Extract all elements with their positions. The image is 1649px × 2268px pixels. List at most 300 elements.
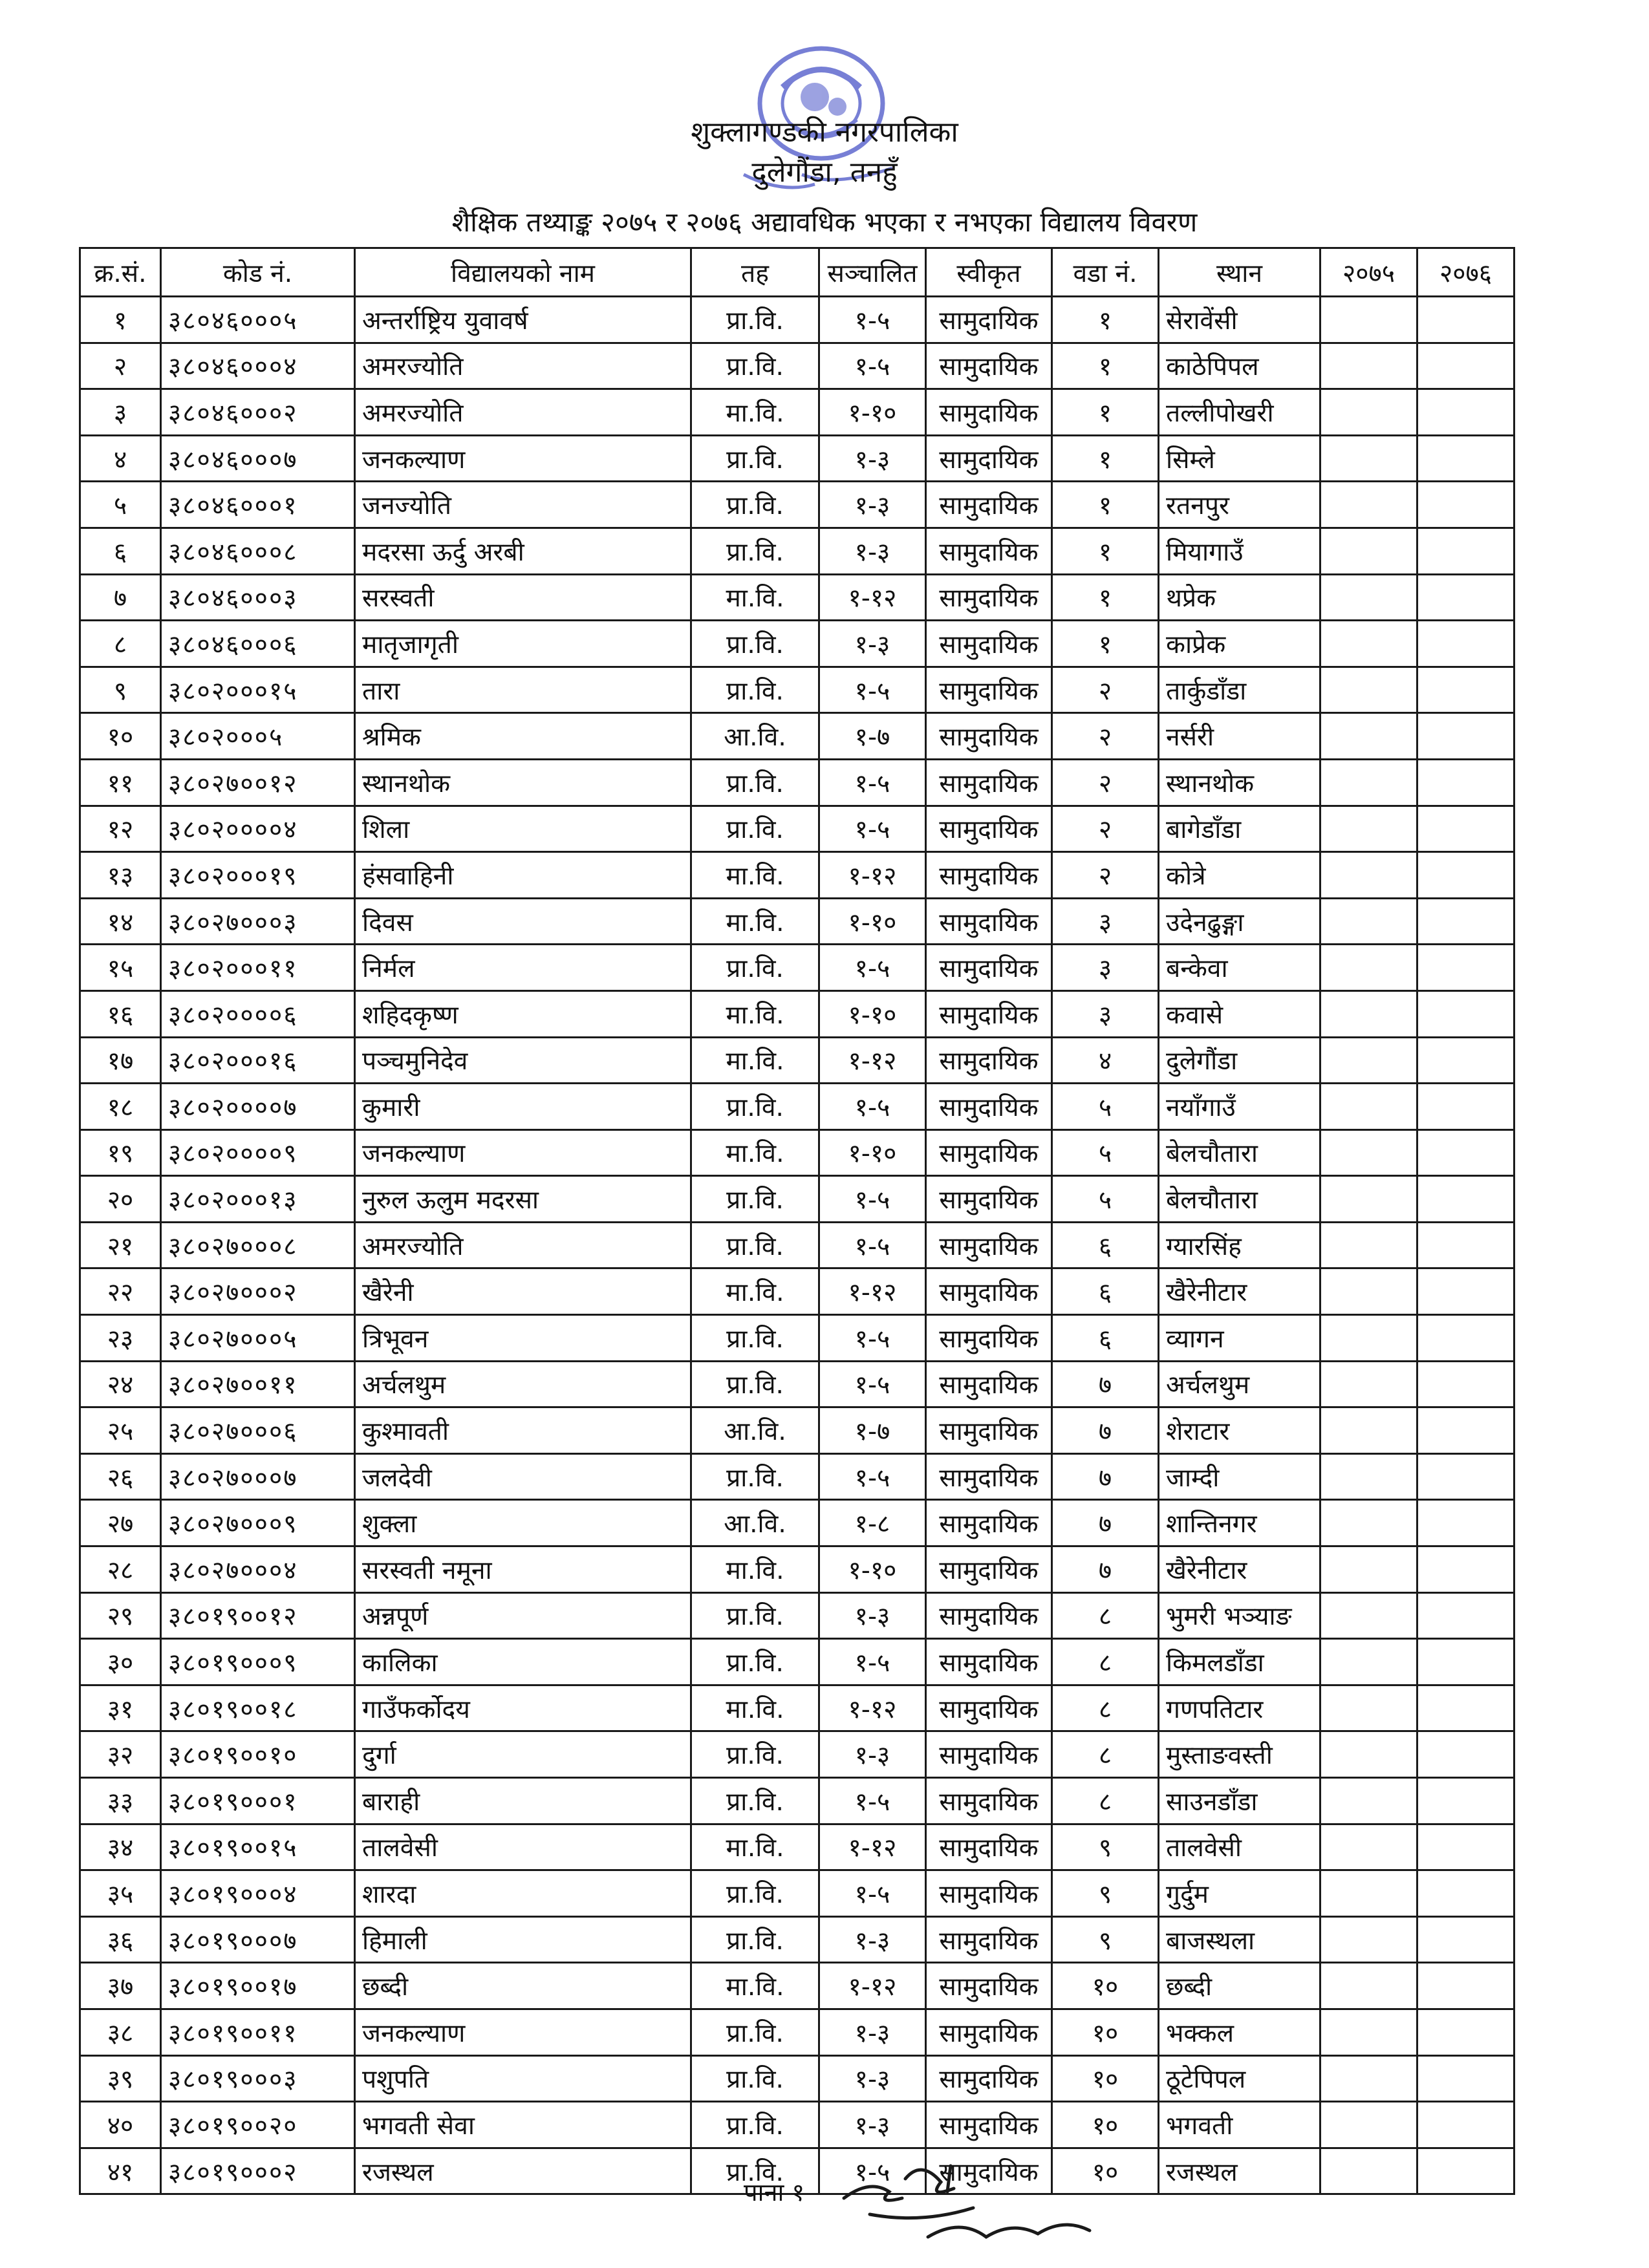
cell-y2076	[1417, 2009, 1514, 2055]
cell-y2076	[1417, 1315, 1514, 1362]
cell-y2075	[1320, 1592, 1417, 1639]
cell-name: कालिका	[355, 1639, 691, 1685]
cell-level: प्रा.वि.	[691, 667, 819, 713]
cell-type: सामुदायिक	[926, 1592, 1052, 1639]
cell-name: छब्दी	[355, 1963, 691, 2009]
cell-name: दुर्गा	[355, 1731, 691, 1778]
cell-y2075	[1320, 621, 1417, 667]
cell-y2075	[1320, 2009, 1417, 2055]
cell-sn: २७	[80, 1500, 161, 1546]
cell-y2075	[1320, 1870, 1417, 1917]
cell-ward: ७	[1052, 1453, 1159, 1500]
cell-ward: ७	[1052, 1407, 1159, 1454]
column-header-y2076: २०७६	[1417, 248, 1514, 297]
cell-level: मा.वि.	[691, 1129, 819, 1176]
cell-name: अमरज्योति	[355, 1222, 691, 1268]
cell-sn: ७	[80, 574, 161, 621]
cell-y2075	[1320, 806, 1417, 852]
table-row	[80, 1037, 1514, 1084]
cell-name: गाउँफर्कोदय	[355, 1685, 691, 1731]
cell-y2075	[1320, 1361, 1417, 1407]
cell-grades: १-५	[819, 1315, 926, 1362]
cell-place: बेलचौतारा	[1159, 1129, 1320, 1176]
cell-y2075	[1320, 1778, 1417, 1824]
cell-place: जाम्दी	[1159, 1453, 1320, 1500]
cell-name: पञ्चमुनिदेव	[355, 1037, 691, 1084]
cell-ward: ६	[1052, 1268, 1159, 1315]
cell-ward: ३	[1052, 898, 1159, 945]
cell-level: प्रा.वि.	[691, 1453, 819, 1500]
cell-code: ३८०२७००१२	[161, 759, 355, 806]
cell-level: प्रा.वि.	[691, 2102, 819, 2148]
cell-y2075	[1320, 1268, 1417, 1315]
cell-y2076	[1417, 806, 1514, 852]
cell-ward: ६	[1052, 1222, 1159, 1268]
table-row	[80, 389, 1514, 436]
cell-y2076	[1417, 1546, 1514, 1593]
cell-place: ग्यारसिंह	[1159, 1222, 1320, 1268]
cell-type: सामुदायिक	[926, 990, 1052, 1037]
cell-grades: १-१२	[819, 574, 926, 621]
cell-code: ३८०४६०००७	[161, 435, 355, 482]
cell-sn: २८	[80, 1546, 161, 1593]
cell-place: भुमरी भञ्याङ	[1159, 1592, 1320, 1639]
cell-place: शान्तिनगर	[1159, 1500, 1320, 1546]
cell-place: दुलेगौंडा	[1159, 1037, 1320, 1084]
cell-name: शुक्ला	[355, 1500, 691, 1546]
cell-code: ३८०४६०००२	[161, 389, 355, 436]
table-row	[80, 343, 1514, 389]
cell-type: सामुदायिक	[926, 621, 1052, 667]
cell-code: ३८०१९०००३	[161, 2055, 355, 2102]
cell-level: प्रा.वि.	[691, 2009, 819, 2055]
cell-type: सामुदायिक	[926, 1685, 1052, 1731]
cell-grades: १-५	[819, 1778, 926, 1824]
table-row	[80, 1500, 1514, 1546]
cell-grades: १-३	[819, 1916, 926, 1963]
cell-code: ३८०४६०००५	[161, 297, 355, 343]
cell-ward: ४	[1052, 1037, 1159, 1084]
cell-name: पशुपति	[355, 2055, 691, 2102]
cell-y2075	[1320, 1824, 1417, 1870]
table-row	[80, 2102, 1514, 2148]
cell-level: प्रा.वि.	[691, 1315, 819, 1362]
column-header-ward: वडा नं.	[1052, 248, 1159, 297]
cell-level: आ.वि.	[691, 713, 819, 760]
cell-name: अमरज्योति	[355, 343, 691, 389]
cell-type: सामुदायिक	[926, 713, 1052, 760]
cell-type: सामुदायिक	[926, 667, 1052, 713]
cell-y2076	[1417, 1084, 1514, 1130]
cell-y2075	[1320, 945, 1417, 991]
cell-type: सामुदायिक	[926, 1963, 1052, 2009]
cell-place: गुर्दुम	[1159, 1870, 1320, 1917]
cell-y2075	[1320, 1963, 1417, 2009]
cell-ward: १	[1052, 574, 1159, 621]
cell-grades: १-३	[819, 2009, 926, 2055]
cell-ward: १	[1052, 435, 1159, 482]
cell-ward: ७	[1052, 1546, 1159, 1593]
cell-level: प्रा.वि.	[691, 806, 819, 852]
cell-ward: ८	[1052, 1778, 1159, 1824]
cell-level: प्रा.वि.	[691, 1778, 819, 1824]
cell-code: ३८०२००००७	[161, 1084, 355, 1130]
table-row	[80, 1546, 1514, 1593]
cell-level: प्रा.वि.	[691, 1870, 819, 1917]
cell-level: मा.वि.	[691, 990, 819, 1037]
cell-type: सामुदायिक	[926, 806, 1052, 852]
cell-y2075	[1320, 343, 1417, 389]
cell-grades: १-१०	[819, 990, 926, 1037]
cell-type: सामुदायिक	[926, 343, 1052, 389]
cell-place: खैरेनीटार	[1159, 1268, 1320, 1315]
cell-level: प्रा.वि.	[691, 621, 819, 667]
cell-code: ३८०४६०००३	[161, 574, 355, 621]
cell-type: सामुदायिक	[926, 1037, 1052, 1084]
cell-place: किमलडाँडा	[1159, 1639, 1320, 1685]
cell-type: सामुदायिक	[926, 1315, 1052, 1362]
cell-sn: ६	[80, 528, 161, 574]
cell-name: मदरसा ऊर्दु अरबी	[355, 528, 691, 574]
cell-y2076	[1417, 574, 1514, 621]
cell-grades: १-३	[819, 1592, 926, 1639]
cell-type: सामुदायिक	[926, 1824, 1052, 1870]
cell-level: मा.वि.	[691, 1037, 819, 1084]
cell-code: ३८०२००००९	[161, 1129, 355, 1176]
cell-ward: १०	[1052, 2102, 1159, 2148]
cell-y2076	[1417, 2148, 1514, 2194]
cell-name: निर्मल	[355, 945, 691, 991]
cell-name: हंसवाहिनी	[355, 852, 691, 899]
cell-sn: १४	[80, 898, 161, 945]
table-row	[80, 482, 1514, 528]
cell-name: जलदेवी	[355, 1453, 691, 1500]
cell-code: ३८०२७०००५	[161, 1315, 355, 1362]
table-row	[80, 1222, 1514, 1268]
cell-ward: ५	[1052, 1084, 1159, 1130]
cell-code: ३८०२०००१९	[161, 852, 355, 899]
cell-ward: १	[1052, 528, 1159, 574]
cell-grades: १-७	[819, 713, 926, 760]
column-header-name: विद्यालयको नाम	[355, 248, 691, 297]
school-table	[79, 247, 1515, 2195]
cell-type: सामुदायिक	[926, 1176, 1052, 1223]
cell-grades: १-७	[819, 1407, 926, 1454]
cell-name: हिमाली	[355, 1916, 691, 1963]
cell-name: खैरेनी	[355, 1268, 691, 1315]
table-row	[80, 1084, 1514, 1130]
cell-type: सामुदायिक	[926, 297, 1052, 343]
cell-place: रजस्थल	[1159, 2148, 1320, 2194]
cell-y2076	[1417, 2102, 1514, 2148]
cell-level: प्रा.वि.	[691, 1916, 819, 1963]
table-row	[80, 945, 1514, 991]
table-row	[80, 1129, 1514, 1176]
cell-sn: १६	[80, 990, 161, 1037]
cell-y2075	[1320, 1453, 1417, 1500]
cell-grades: १-१०	[819, 1546, 926, 1593]
cell-level: प्रा.वि.	[691, 297, 819, 343]
cell-ward: ५	[1052, 1176, 1159, 1223]
cell-sn: १८	[80, 1084, 161, 1130]
cell-name: सरस्वती नमूना	[355, 1546, 691, 1593]
cell-place: उदेनढुङ्गा	[1159, 898, 1320, 945]
cell-code: ३८०२०००१६	[161, 1037, 355, 1084]
cell-grades: १-५	[819, 343, 926, 389]
table-row	[80, 1407, 1514, 1454]
cell-y2075	[1320, 1129, 1417, 1176]
cell-sn: ३१	[80, 1685, 161, 1731]
cell-name: अमरज्योति	[355, 389, 691, 436]
column-header-place: स्थान	[1159, 248, 1320, 297]
cell-type: सामुदायिक	[926, 389, 1052, 436]
cell-sn: ३५	[80, 1870, 161, 1917]
cell-grades: १-५	[819, 667, 926, 713]
cell-code: ३८०२०००५	[161, 713, 355, 760]
cell-ward: २	[1052, 806, 1159, 852]
table-row	[80, 1778, 1514, 1824]
cell-grades: १-८	[819, 1500, 926, 1546]
cell-place: बागेडाँडा	[1159, 806, 1320, 852]
cell-level: प्रा.वि.	[691, 343, 819, 389]
cell-y2076	[1417, 1453, 1514, 1500]
cell-type: सामुदायिक	[926, 528, 1052, 574]
table-row	[80, 1870, 1514, 1917]
cell-place: स्थानथोक	[1159, 759, 1320, 806]
cell-sn: २	[80, 343, 161, 389]
table-row	[80, 1315, 1514, 1362]
table-row	[80, 435, 1514, 482]
cell-name: त्रिभूवन	[355, 1315, 691, 1362]
cell-sn: ३	[80, 389, 161, 436]
cell-type: सामुदायिक	[926, 1546, 1052, 1593]
cell-place: छब्दी	[1159, 1963, 1320, 2009]
cell-grades: १-१२	[819, 1685, 926, 1731]
cell-code: ३८०१९००१७	[161, 1963, 355, 2009]
cell-sn: ३२	[80, 1731, 161, 1778]
cell-y2076	[1417, 482, 1514, 528]
cell-code: ३८०१९०००९	[161, 1639, 355, 1685]
cell-place: ठूटेपिपल	[1159, 2055, 1320, 2102]
cell-place: सेरावेंसी	[1159, 297, 1320, 343]
cell-code: ३८०४६०००६	[161, 621, 355, 667]
column-header-code: कोड नं.	[161, 248, 355, 297]
cell-grades: १-३	[819, 482, 926, 528]
cell-code: ३८०१९००१२	[161, 1592, 355, 1639]
cell-code: ३८०२७०००९	[161, 1500, 355, 1546]
cell-level: प्रा.वि.	[691, 482, 819, 528]
cell-level: प्रा.वि.	[691, 1731, 819, 1778]
cell-name: अन्तर्राष्ट्रिय युवावर्ष	[355, 297, 691, 343]
cell-ward: ९	[1052, 1916, 1159, 1963]
cell-y2076	[1417, 1176, 1514, 1223]
cell-y2075	[1320, 482, 1417, 528]
cell-ward: १	[1052, 482, 1159, 528]
cell-y2075	[1320, 759, 1417, 806]
cell-sn: ३९	[80, 2055, 161, 2102]
cell-y2076	[1417, 1129, 1514, 1176]
cell-sn: १५	[80, 945, 161, 991]
table-row	[80, 1916, 1514, 1963]
cell-code: ३८०१९००२०	[161, 2102, 355, 2148]
cell-y2075	[1320, 2055, 1417, 2102]
cell-sn: २१	[80, 1222, 161, 1268]
table-row	[80, 713, 1514, 760]
cell-y2075	[1320, 2148, 1417, 2194]
cell-code: ३८०४६०००४	[161, 343, 355, 389]
cell-code: ३८०२७००११	[161, 1361, 355, 1407]
table-row	[80, 1963, 1514, 2009]
table-row	[80, 806, 1514, 852]
cell-sn: १३	[80, 852, 161, 899]
cell-y2076	[1417, 435, 1514, 482]
cell-name: बाराही	[355, 1778, 691, 1824]
cell-ward: १	[1052, 297, 1159, 343]
cell-sn: १९	[80, 1129, 161, 1176]
cell-code: ३८०२००००६	[161, 990, 355, 1037]
cell-ward: ८	[1052, 1639, 1159, 1685]
cell-place: साउनडाँडा	[1159, 1778, 1320, 1824]
cell-y2075	[1320, 1731, 1417, 1778]
cell-level: मा.वि.	[691, 898, 819, 945]
cell-level: मा.वि.	[691, 1546, 819, 1593]
cell-type: सामुदायिक	[926, 435, 1052, 482]
cell-type: सामुदायिक	[926, 1222, 1052, 1268]
cell-type: सामुदायिक	[926, 1870, 1052, 1917]
cell-sn: ३४	[80, 1824, 161, 1870]
cell-ward: ७	[1052, 1361, 1159, 1407]
cell-y2075	[1320, 435, 1417, 482]
cell-grades: १-५	[819, 806, 926, 852]
document-title: शैक्षिक तथ्याङ्क २०७५ र २०७६ अद्यावधिक भएका र नभएका विद्यालय विवरण	[451, 206, 1198, 238]
cell-grades: १-५	[819, 1453, 926, 1500]
cell-sn: २६	[80, 1453, 161, 1500]
cell-code: ३८०२०००११	[161, 945, 355, 991]
cell-ward: ८	[1052, 1685, 1159, 1731]
cell-type: सामुदायिक	[926, 2148, 1052, 2194]
cell-y2075	[1320, 713, 1417, 760]
cell-y2075	[1320, 574, 1417, 621]
cell-code: ३८०२७०००७	[161, 1453, 355, 1500]
cell-grades: १-५	[819, 1176, 926, 1223]
cell-y2076	[1417, 1916, 1514, 1963]
cell-type: सामुदायिक	[926, 898, 1052, 945]
cell-ward: १	[1052, 343, 1159, 389]
cell-ward: १०	[1052, 2055, 1159, 2102]
cell-y2076	[1417, 667, 1514, 713]
cell-code: ३८०२७०००६	[161, 1407, 355, 1454]
cell-place: काप्रेक	[1159, 621, 1320, 667]
cell-y2076	[1417, 1963, 1514, 2009]
table-row	[80, 2055, 1514, 2102]
cell-name: जनकल्याण	[355, 1129, 691, 1176]
cell-name: मातृजागृती	[355, 621, 691, 667]
cell-y2076	[1417, 1592, 1514, 1639]
cell-grades: १-५	[819, 1361, 926, 1407]
cell-name: अर्चलथुम	[355, 1361, 691, 1407]
cell-ward: २	[1052, 667, 1159, 713]
cell-sn: ३३	[80, 1778, 161, 1824]
cell-place: मियागाउँ	[1159, 528, 1320, 574]
cell-level: प्रा.वि.	[691, 1084, 819, 1130]
cell-y2075	[1320, 1546, 1417, 1593]
cell-code: ३८०१९०००७	[161, 1916, 355, 1963]
cell-place: काठेपिपल	[1159, 343, 1320, 389]
cell-type: सामुदायिक	[926, 1407, 1052, 1454]
cell-y2075	[1320, 898, 1417, 945]
cell-y2076	[1417, 389, 1514, 436]
cell-grades: १-१२	[819, 1268, 926, 1315]
cell-y2075	[1320, 389, 1417, 436]
cell-code: ३८०१९०००१	[161, 1778, 355, 1824]
table-row	[80, 1453, 1514, 1500]
cell-ward: ८	[1052, 1731, 1159, 1778]
cell-place: तालवेसी	[1159, 1824, 1320, 1870]
table-row	[80, 2009, 1514, 2055]
table-row	[80, 990, 1514, 1037]
cell-y2076	[1417, 759, 1514, 806]
cell-level: मा.वि.	[691, 389, 819, 436]
cell-ward: ९	[1052, 1870, 1159, 1917]
cell-type: सामुदायिक	[926, 1639, 1052, 1685]
cell-grades: १-३	[819, 621, 926, 667]
cell-sn: ३६	[80, 1916, 161, 1963]
column-header-level: तह	[691, 248, 819, 297]
cell-level: प्रा.वि.	[691, 2148, 819, 2194]
cell-place: बन्केवा	[1159, 945, 1320, 991]
column-header-y2075: २०७५	[1320, 248, 1417, 297]
table-row	[80, 1268, 1514, 1315]
cell-code: ३८०१९००१८	[161, 1685, 355, 1731]
cell-place: खैरेनीटार	[1159, 1546, 1320, 1593]
table-row	[80, 898, 1514, 945]
cell-level: प्रा.वि.	[691, 945, 819, 991]
cell-sn: ११	[80, 759, 161, 806]
table-row	[80, 1361, 1514, 1407]
cell-name: अन्नपूर्ण	[355, 1592, 691, 1639]
cell-place: तार्कुडाँडा	[1159, 667, 1320, 713]
cell-place: बेलचौतारा	[1159, 1176, 1320, 1223]
cell-code: ३८०२०००१३	[161, 1176, 355, 1223]
cell-type: सामुदायिक	[926, 1361, 1052, 1407]
table-row	[80, 621, 1514, 667]
cell-level: मा.वि.	[691, 1824, 819, 1870]
cell-sn: ३७	[80, 1963, 161, 2009]
cell-level: आ.वि.	[691, 1407, 819, 1454]
cell-y2076	[1417, 852, 1514, 899]
cell-y2076	[1417, 898, 1514, 945]
cell-grades: १-३	[819, 1731, 926, 1778]
table-row	[80, 852, 1514, 899]
cell-type: सामुदायिक	[926, 574, 1052, 621]
cell-grades: १-१२	[819, 1963, 926, 2009]
cell-y2075	[1320, 852, 1417, 899]
cell-name: कुमारी	[355, 1084, 691, 1130]
cell-name: तारा	[355, 667, 691, 713]
cell-ward: २	[1052, 759, 1159, 806]
cell-grades: १-५	[819, 1639, 926, 1685]
cell-name: सरस्वती	[355, 574, 691, 621]
cell-y2075	[1320, 1500, 1417, 1546]
cell-grades: १-१०	[819, 1129, 926, 1176]
table-row	[80, 759, 1514, 806]
cell-ward: १	[1052, 621, 1159, 667]
cell-type: सामुदायिक	[926, 2055, 1052, 2102]
cell-level: मा.वि.	[691, 1963, 819, 2009]
cell-level: मा.वि.	[691, 1685, 819, 1731]
cell-level: प्रा.वि.	[691, 1222, 819, 1268]
cell-ward: ८	[1052, 1592, 1159, 1639]
